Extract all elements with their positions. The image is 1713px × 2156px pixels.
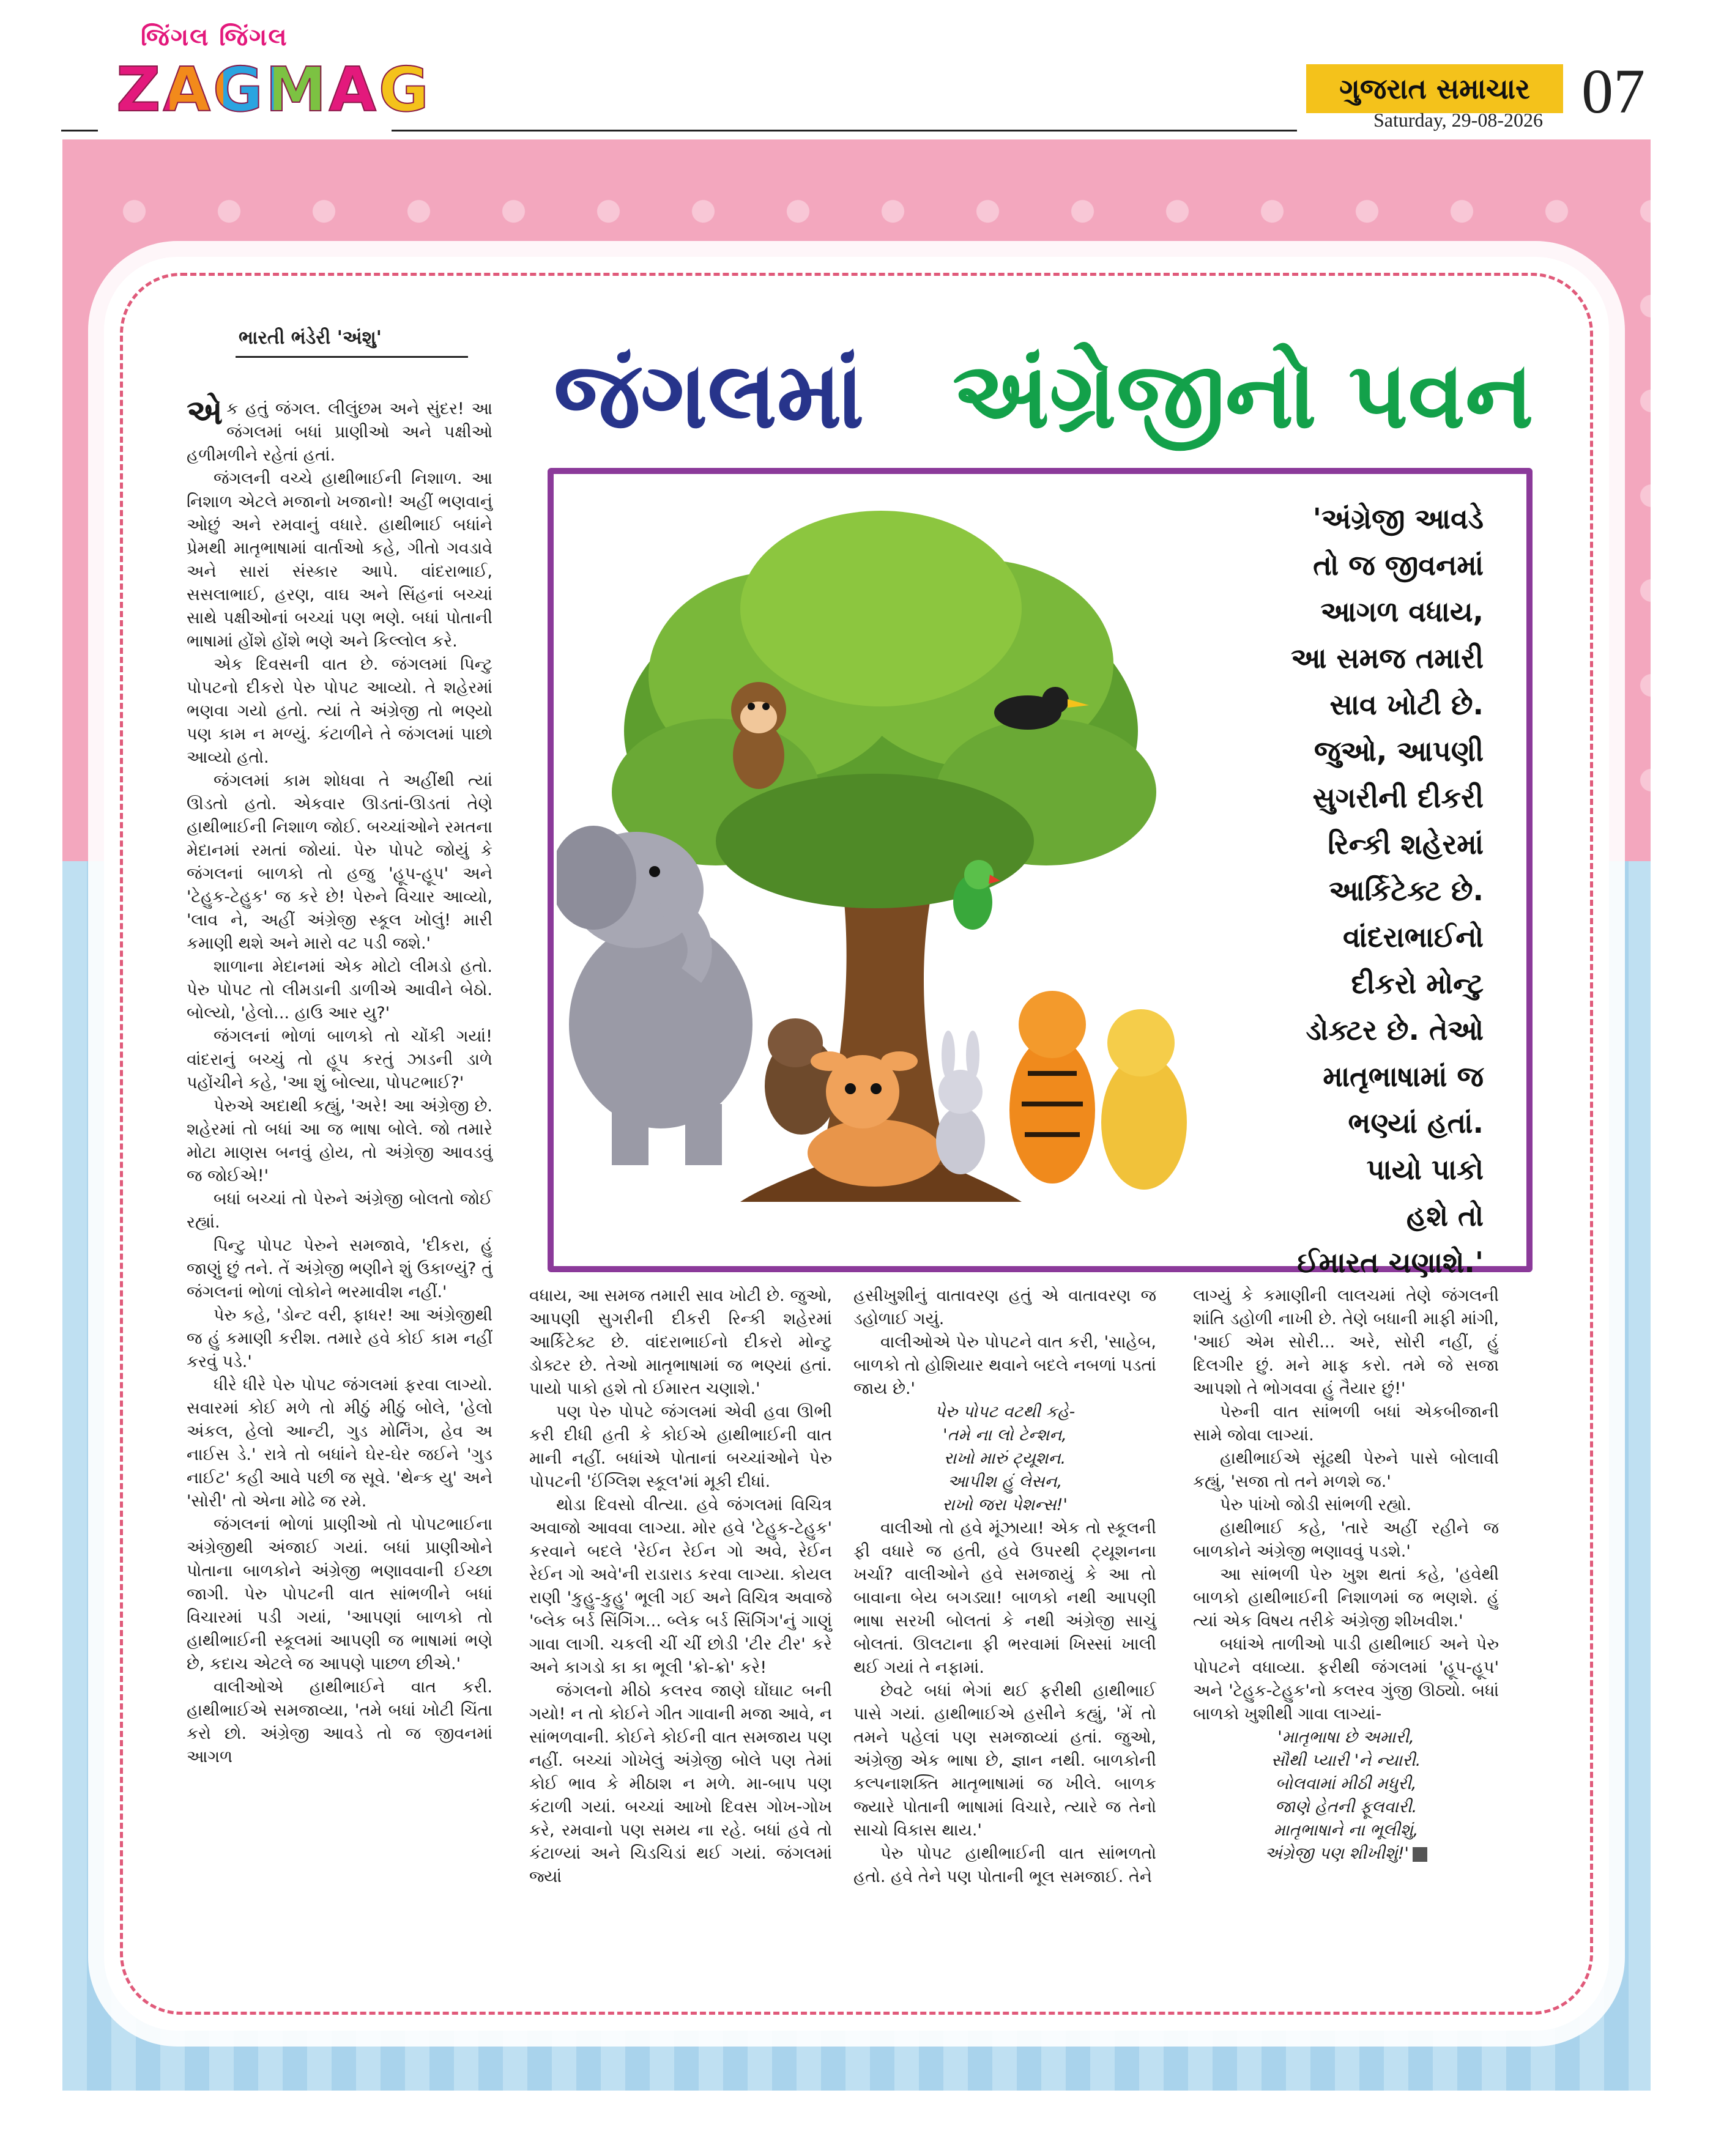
verse-intro: પેરુ પોપટ વટથી કહે- xyxy=(934,1402,1076,1421)
opening-paragraph xyxy=(187,393,492,467)
verse-line: 'તમે ના લો ટેન્શન, xyxy=(943,1426,1067,1445)
pull-quote-line: પાયો પાકો xyxy=(1366,1153,1484,1186)
brand-logo xyxy=(116,54,431,125)
poem-line: માતૃભાષાને ના ભૂલીશું, xyxy=(1273,1821,1419,1840)
pull-quote-line: વાંદરાભાઈનો xyxy=(1342,921,1484,954)
poem-line: બોલવામાં મીઠી મધુરી, xyxy=(1275,1774,1417,1793)
end-mark-icon xyxy=(1413,1847,1427,1862)
page-header xyxy=(0,0,1713,141)
pull-quote-line: તો જ જીવનમાં xyxy=(1313,549,1484,582)
pull-quote-line: માતૃભાષામાં જ xyxy=(1323,1060,1484,1093)
pull-quote xyxy=(1196,495,1484,1286)
pull-quote-line: ભણ્યાં હતાં. xyxy=(1348,1106,1484,1139)
opening-text: ક હતું જંગલ. લીલુંછમ અને સુંદર! આ જંગલમાં બધાં પ્રાણીઓ અને પક્ષીઓ હળીમળીને રહેતાં હતાં. xyxy=(187,399,492,465)
poem-last-line: અંગ્રેજી પણ શીખીશું!' xyxy=(1265,1844,1409,1863)
paragraph: છેવટે બધાં ભેગાં થઈ ફરીથી હાથીભાઈ પાસે ગયાં. હાથીભાઈએ હસીને કહ્યું, 'મેં તો તમને પહેલાં પણ સમજાવ્યાં હતાં. જુઓ, અંગ્રેજી એક ભાષા છે, જ્ઞાન નથી. બાળકોની કલ્પનાશક્તિ માતૃભાષામાં જ ખીલે. બાળક જ્યારે પોતાની ભાષામાં વિચારે, ત્યારે જ તેનો સાચો વિકાસ થાય.' xyxy=(853,1681,1156,1840)
pull-quote-line: સુગરીની દીકરી xyxy=(1312,781,1484,814)
tree-canopy xyxy=(612,511,1156,908)
story-column-3 xyxy=(853,1284,1156,1889)
story-column-1 xyxy=(187,393,492,1769)
paragraph: વધાય, આ સમજ તમારી સાવ ખોટી છે. જુઓ, આપણી સુગરીની દીકરી રિન્કી શહેરમાં આર્કિટેક્ટ છે. વાંદરાભાઈનો દીકરો મોન્ટુ ડોક્ટર છે. તેઓ માતૃભાષામાં જ ભણ્યાં હતાં. પાયો પાકો હશે તો ઈમારત ચણાશે.' xyxy=(529,1286,832,1398)
paragraph: પેરુની વાત સાંભળી બધાં એકબીજાની સામે જોવા લાગ્યાં. xyxy=(1193,1402,1499,1445)
paragraph: ધીરે ધીરે પેરુ પોપટ જંગલમાં ફરવા લાગ્યો. સવારમાં કોઈ મળે તો મીઠું મીઠું બોલે, 'હેલો અંકલ, હેલો આન્ટી, ગુડ મોર્નિંગ, હેવ અ નાઈસ ડે.' રાત્રે તો બધાંને ઘેર-ઘેર જઈને 'ગુડ નાઈટ' કહી આવે પછી જ સૂવે. 'થેન્ક યુ' અને 'સોરી' તો એના મોઢે જ રમે. xyxy=(187,1376,492,1511)
paragraph: આ સાંભળી પેરુ ખુશ થતાં કહે, 'હવેથી બાળકો હાથીભાઈની નિશાળમાં જ ભણશે. હું ત્યાં એક વિષય તરીકે અંગ્રેજી શીખવીશ.' xyxy=(1193,1565,1499,1631)
paragraph: જંગલનો મીઠો કલરવ જાણે ઘોંઘાટ બની ગયો! ન તો કોઈને ગીત ગાવાની મજા આવે, ન સાંભળવાની. કોઈને કોઈની વાત સમજાય પણ નહીં. બચ્ચાં ગોખેલું અંગ્રેજી બોલે પણ તેમાં કોઈ ભાવ કે મીઠાશ ન મળે. મા-બાપ પણ કંટાળી ગયાં. બચ્ચાં આખો દિવસ ગોખ-ગોખ કરે, રમવાનો પણ સમય ના રહે. બધાં હવે તો કંટાળ્યાં અને ચિડચિડાં થઈ ગયાં. જંગલમાં જ્યાં xyxy=(529,1681,832,1886)
verse-line: રાખો મારું ટ્યૂશન. xyxy=(943,1449,1066,1468)
poem-line: 'માતૃભાષા છે અમારી, xyxy=(1277,1728,1414,1747)
brand-tagline: જિંગલ જિંગલ xyxy=(141,23,288,51)
pull-quote-line: આગળ વધાય, xyxy=(1320,595,1484,628)
newspaper-name: ગુજરાત સમાચાર xyxy=(1306,64,1563,113)
title-part-1: જંગલમાં xyxy=(554,343,864,449)
jungle-illustration xyxy=(557,474,1205,1251)
wolf-figure xyxy=(765,1018,838,1135)
poem-line xyxy=(1193,1842,1499,1865)
paragraph: પણ પેરુ પોપટે જંગલમાં એવી હવા ઊભી કરી દીધી હતી કે કોઈએ હાથીભાઈની વાત માની નહીં. બધાંએ પોતાનાં બચ્ચાંઓને પેરુ પોપટની 'ઈંગ્લિશ સ્કૂલ'માં મૂકી દીધાં. xyxy=(529,1402,832,1491)
drop-cap: એ xyxy=(187,393,223,432)
paragraph: જંગલમાં કામ શોધવા તે અહીંથી ત્યાં ઊડતો હતો. એકવાર ઊડતાં-ઊડતાં તેણે હાથીભાઈની નિશાળ જોઈ. બચ્ચાંઓને રમતના મેદાનમાં રમતાં જોયાં. પેરુ પોપટે જોયું કે જંગલનાં બાળકો તો હજુ 'હૂપ-હૂપ' અને 'ટેહુક-ટેહુક' જ કરે છે! પેરુને વિચાર આવ્યો, 'લાવ ને, અહીં અંગ્રેજી સ્કૂલ ખોલું! મારી કમાણી થશે અને મારો વટ પડી જશે.' xyxy=(187,771,492,953)
page-number: 07 xyxy=(1581,56,1645,127)
brand-logo-text: ZAGMAG xyxy=(116,54,431,125)
story-column-4 xyxy=(1193,1284,1499,1865)
paragraph: પેરુ કહે, 'ડોન્ટ વરી, ફાધર! આ અંગ્રેજીથી જ હું કમાણી કરીશ. તમારે હવે કોઈ કામ નહીં કરવું પડે.' xyxy=(187,1306,492,1371)
verse-line: આપીશ હું લેસન, xyxy=(947,1472,1063,1491)
story-column-2 xyxy=(529,1284,832,1889)
header-rule-middle xyxy=(392,130,1297,132)
pull-quote-line: હશે તો xyxy=(1406,1199,1484,1232)
paragraph: હસીખુશીનું વાતાવરણ હતું એ વાતાવરણ જ ડહોળાઈ ગયું. xyxy=(853,1286,1156,1328)
header-rule-left xyxy=(61,130,98,132)
title-part-2: અંગ્રેજીનો પવન xyxy=(952,343,1534,449)
tiger-figure xyxy=(1009,991,1095,1184)
poem-line: જાણે હેતની ફૂલવારી. xyxy=(1274,1798,1418,1817)
elephant-figure xyxy=(557,826,752,1165)
paragraph: શાળાના મેદાનમાં એક મોટો લીમડો હતો. પેરુ પોપટ તો લીમડાની ડાળીએ આવીને બેઠો. બોલ્યો, 'હેલો... હાઉ આર યુ?' xyxy=(187,957,492,1023)
paragraph: વાલીઓએ પેરુ પોપટને વાત કરી, 'સાહેબ, બાળકો તો હોશિયાર થવાને બદલે નબળાં પડતાં જાય છે.' xyxy=(853,1333,1156,1398)
paragraph: થોડા દિવસો વીત્યા. હવે જંગલમાં વિચિત્ર અવાજો આવવા લાગ્યા. મોર હવે 'ટેહુક-ટેહુક' કરવાને બદલે 'રેઈન રેઈન ગો અવે, રેઈન રેઈન ગો અવે'ની રાડારાડ કરવા લાગ્યા. કોયલ રાણી 'કુહુ-કુહુ' ભૂલી ગઈ અને વિચિત્ર અવાજે 'બ્લેક બર્ડ સિંગિંગ... બ્લેક બર્ડ સિંગિંગ'નું ગાણું ગાવા લાગી. ચકલી ચીં ચીં છોડી 'ટીર ટીર' કરે અને કાગડો કા કા ભૂલી 'ક્રો-ક્રો' કરે! xyxy=(529,1495,832,1677)
issue-date: Saturday, 29-08-2026 xyxy=(1373,109,1543,131)
lion-cub-figure xyxy=(1101,1009,1187,1190)
author-byline: ભારતી ભંડેરી 'અંશુ' xyxy=(239,327,382,349)
paragraph: બધાંએ તાળીઓ પાડી હાથીભાઈ અને પેરુ પોપટને વધાવ્યા. ફરીથી જંગલમાં 'હૂપ-હૂપ' અને 'ટેહુક-ટેહુક'નો કલરવ ગુંજી ઊઠ્યો. બધાં બાળકો ખુશીથી ગાવા લાગ્યાં- xyxy=(1193,1635,1499,1724)
paragraph: પેરુએ અદાથી કહ્યું, 'અરે! આ અંગ્રેજી છે. શહેરમાં તો બધાં આ જ ભાષા બોલે. જો તમારે મોટા માણસ બનવું હોય, તો અંગ્રેજી આવડવું જ જોઈએ!' xyxy=(187,1097,492,1185)
pull-quote-line: 'અંગ્રેજી આવડે xyxy=(1312,502,1484,535)
paragraph: જંગલનાં ભોળાં પ્રાણીઓ તો પોપટભાઈના અંગ્રેજીથી અંજાઈ ગયાં. બધાં પ્રાણીઓને પોતાના બાળકોને અંગ્રેજી ભણાવવાની ઈચ્છા જાગી. પેરુ પોપટની વાત સાંભળીને બધાં વિચારમાં પડી ગયાં, 'આપણાં બાળકો તો હાથીભાઈની સ્કૂલમાં આપણી જ ભાષામાં ભણે છે, કદાચ એટલે જ આપણે પાછળ છીએ.' xyxy=(187,1515,492,1673)
paragraph: હાથીભાઈ કહે, 'તારે અહીં રહીને જ બાળકોને અંગ્રેજી ભણાવવું પડશે.' xyxy=(1193,1519,1499,1561)
pull-quote-line: ઈમારત ચણાશે.' xyxy=(1297,1246,1484,1279)
paragraph: પેરુ પાંખો જોડી સાંભળી રહ્યો. xyxy=(1220,1495,1412,1514)
pull-quote-line: દીકરો મોન્ટુ xyxy=(1351,967,1484,1000)
pull-quote-line: આ સમજ તમારી xyxy=(1291,642,1484,675)
paragraph: પિન્ટુ પોપટ પેરુને સમજાવે, 'દીકરા, હું જાણું છું તને. તેં અંગ્રેજી ભણીને શું ઉકાળ્યું? તું જંગલનાં ભોળાં લોકોને ભરમાવીશ નહીં.' xyxy=(187,1236,492,1302)
verse-line: રાખો જરા પેશન્સ!' xyxy=(942,1495,1068,1514)
article-title xyxy=(554,343,1534,451)
paragraph: બધાં બચ્ચાં તો પેરુને અંગ્રેજી બોલતો જોઈ રહ્યાં. xyxy=(187,1190,492,1232)
rabbit-figure xyxy=(936,1031,985,1174)
pull-quote-line: આર્કિટેક્ટ છે. xyxy=(1329,874,1484,907)
pull-quote-line: સાવ ખોટી છે. xyxy=(1329,688,1484,721)
pull-quote-line: રિન્કી શહેરમાં xyxy=(1328,828,1484,861)
paragraph: એક દિવસની વાત છે. જંગલમાં પિન્ટુ પોપટનો દીકરો પેરુ પોપટ આવ્યો. તે શહેરમાં ભણવા ગયો હતો. ત્યાં તે અંગ્રેજી તો ભણ્યો પણ કામ ન મળ્યું. કંટાળીને તે જંગલમાં પાછો આવ્યો હતો. xyxy=(187,655,492,767)
paragraph: જંગલની વચ્ચે હાથીભાઈની નિશાળ. આ નિશાળ એટલે મજાનો ખજાનો! અહીં ભણવાનું ઓછું અને રમવાનું વધારે. હાથીભાઈ બધાંને પ્રેમથી માતૃભાષામાં વાર્તાઓ કહે, ગીતો ગવડાવે અને સારાં સંસ્કાર આપે. વાંદરાભાઈ, સસલાભાઈ, હરણ, વાઘ અને સિંહનાં બચ્ચાં સાથે પક્ષીઓનાં બચ્ચાં પણ ભણે. બધાં પોતાની ભાષામાં હોંશે હોંશે ભણે અને કિલ્લોલ કરે. xyxy=(187,469,492,651)
paragraph: વાલીઓ તો હવે મૂંઝાયા! એક તો સ્કૂલની ફી વધારે જ હતી, હવે ઉપરથી ટ્યૂશનના ખર્ચા? વાલીઓને હવે સમજાયું કે આ તો બાવાના બેય બગડ્યા! બાળકો નથી આપણી ભાષા સરખી બોલતાં કે નથી અંગ્રેજી સાચું બોલતાં. ઊલટાના ફી ભરવામાં ખિસ્સાં ખાલી થઈ ગયાં તે નફામાં. xyxy=(853,1519,1156,1677)
paragraph: લાગ્યું કે કમાણીની લાલચમાં તેણે જંગલની શાંતિ ડહોળી નાખી છે. તેણે બધાની માફી માંગી, 'આઈ એમ સોરી... અરે, સોરી નહીં, હું દિલગીર છું. મને માફ કરો. તમે જે સજા આપશો તે ભોગવવા હું તૈયાર છું!' xyxy=(1193,1286,1499,1398)
paragraph: જંગલનાં ભોળાં બાળકો તો ચોંકી ગયાં! વાંદરાનું બચ્ચું તો હૂપ કરતું ઝાડની ડાળે પહોંચીને કહે, 'આ શું બોલ્યા, પોપટભાઈ?' xyxy=(187,1027,492,1092)
monkey-figure xyxy=(731,682,786,789)
pull-quote-line: ડોક્ટર છે. તેઓ xyxy=(1306,1013,1484,1047)
paragraph: પેરુ પોપટ હાથીભાઈની વાત સાંભળતો હતો. હવે તેને પણ પોતાની ભૂલ સમજાઈ. તેને xyxy=(853,1844,1156,1886)
byline-underline xyxy=(236,356,468,358)
paragraph: વાલીઓએ હાથીભાઈને વાત કરી. હાથીભાઈએ સમજાવ્યા, 'તમે બધાં ખોટી ચિંતા કરો છો. અંગ્રેજી આવડે તો જ જીવનમાં આગળ xyxy=(187,1678,492,1766)
poem-line: સૌથી પ્યારી 'ને ન્યારી. xyxy=(1271,1751,1421,1770)
paragraph: હાથીભાઈએ સૂંઢથી પેરુને પાસે બોલાવી કહ્યું, 'સજા તો તને મળશે જ.' xyxy=(1193,1449,1499,1491)
pull-quote-line: જુઓ, આપણી xyxy=(1314,735,1484,768)
